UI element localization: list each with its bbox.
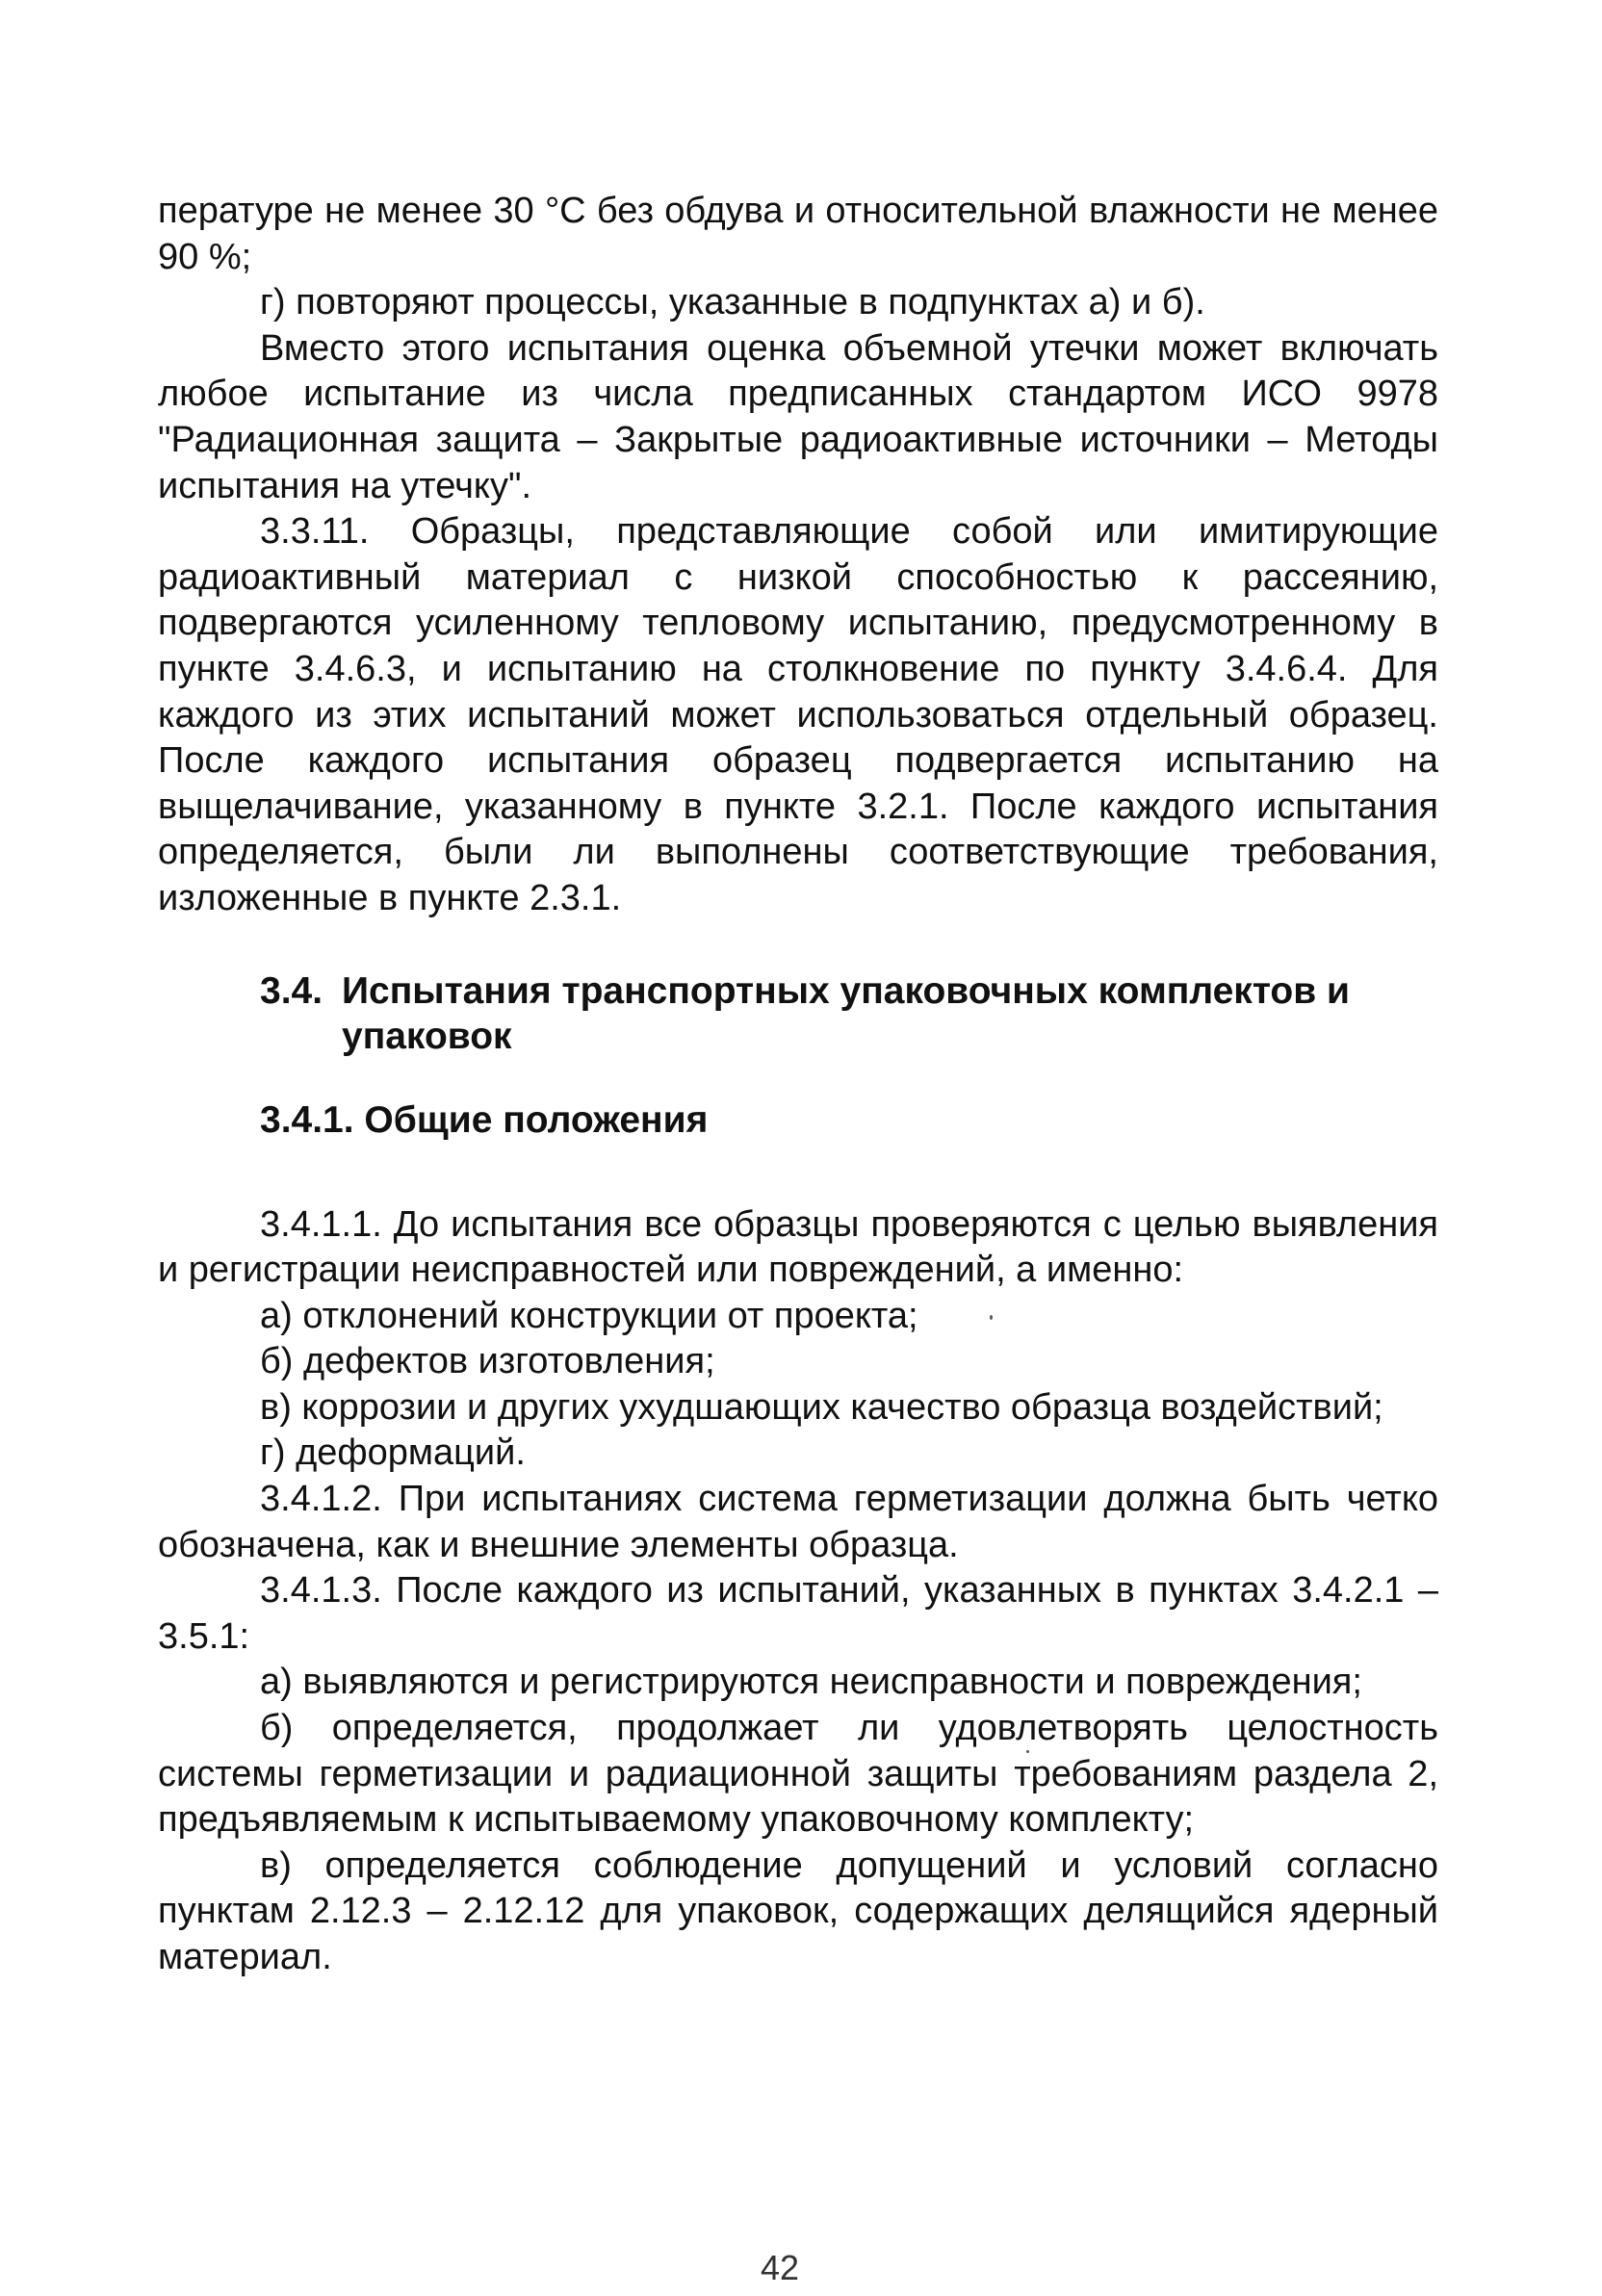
scan-speck (990, 1315, 993, 1320)
list-item-g: г) деформаций. (260, 1432, 526, 1474)
section-number: 3.4. (260, 969, 323, 1012)
page-content (158, 189, 1438, 1981)
paragraph-3-4-1-2: 3.4.1.2. При испытаниях система герметизации должна быть четко обозначена, как и внешние элементы образца. (158, 1479, 1438, 1565)
scan-speck (1026, 1750, 1029, 1753)
paragraph-leak-test: Вместо этого испытания оценка объемной утечки может включать любое испытание из числа предписанных стандартом ИСО 9978 "Радиационная защита – Закрытые радиоактивные источники – Методы испытания на утечку". (158, 327, 1438, 506)
paragraph-continuation: пературе не менее 30 °С без обдува и относительной влажности не менее 90 %; (158, 191, 1438, 277)
paragraphs-top (158, 189, 1438, 922)
subsection-title: 3.4.1. Общие положения (260, 1098, 709, 1141)
paragraph-list-item-g: г) повторяют процессы, указанные в подпунктах а) и б). (260, 282, 1205, 323)
subsection-heading (158, 1097, 1438, 1143)
list-item-a: а) отклонений конструкции от проекта; (260, 1295, 918, 1336)
section-title: Испытания транспортных упаковочных комплектов и упаковок (342, 969, 1351, 1057)
paragraph-3-4-1-1: 3.4.1.1. До испытания все образцы проверяются с целью выявления и регистрации неисправностей или повреждений, а именно: (158, 1203, 1438, 1291)
section-heading (158, 968, 1438, 1059)
list-item-a-2: а) выявляются и регистрируются неисправности и повреждения; (260, 1662, 1362, 1703)
paragraph-3-4-1-3: 3.4.1.3. После каждого из испытаний, указанных в пунктах 3.4.2.1 – 3.5.1: (158, 1570, 1438, 1657)
paragraph-3-3-11: 3.3.11. Образцы, представляющие собой или имитирующие радиоактивный материал с низкой способностью к рассеянию, подвергаются усиленному тепловому испытанию, предусмотренному в пункте 3.4.6.3, и испытанию на столкновение по пункту 3.4.6.4. Для каждого из этих испытаний может использоваться отдельный образец. После каждого испытания образец подвергается испытанию на выщелачивание, указанному в пункте 3.2.1. После каждого испытания определяется, были ли выполнены соответствующие требования, изложенные в пункте 2.3.1. (158, 511, 1438, 918)
page-number: 42 (761, 2248, 800, 2287)
list-item-v-2: в) определяется соблюдение допущений и условий согласно пунктам 2.12.3 – 2.12.12 для упаковок, содержащих делящийся ядерный материал. (158, 1845, 1438, 1977)
list-item-b: б) дефектов изготовления; (260, 1341, 715, 1382)
paragraphs-bottom (158, 1202, 1438, 1981)
list-item-b-2: б) определяется, продолжает ли удовлетворять целостность системы герметизации и радиационной защиты требованиям раздела 2, предъявляемым к испытываемому упаковочному комплекту; (158, 1708, 1438, 1841)
list-item-v: в) коррозии и других ухудшающих качество образца воздействий; (260, 1386, 1383, 1428)
